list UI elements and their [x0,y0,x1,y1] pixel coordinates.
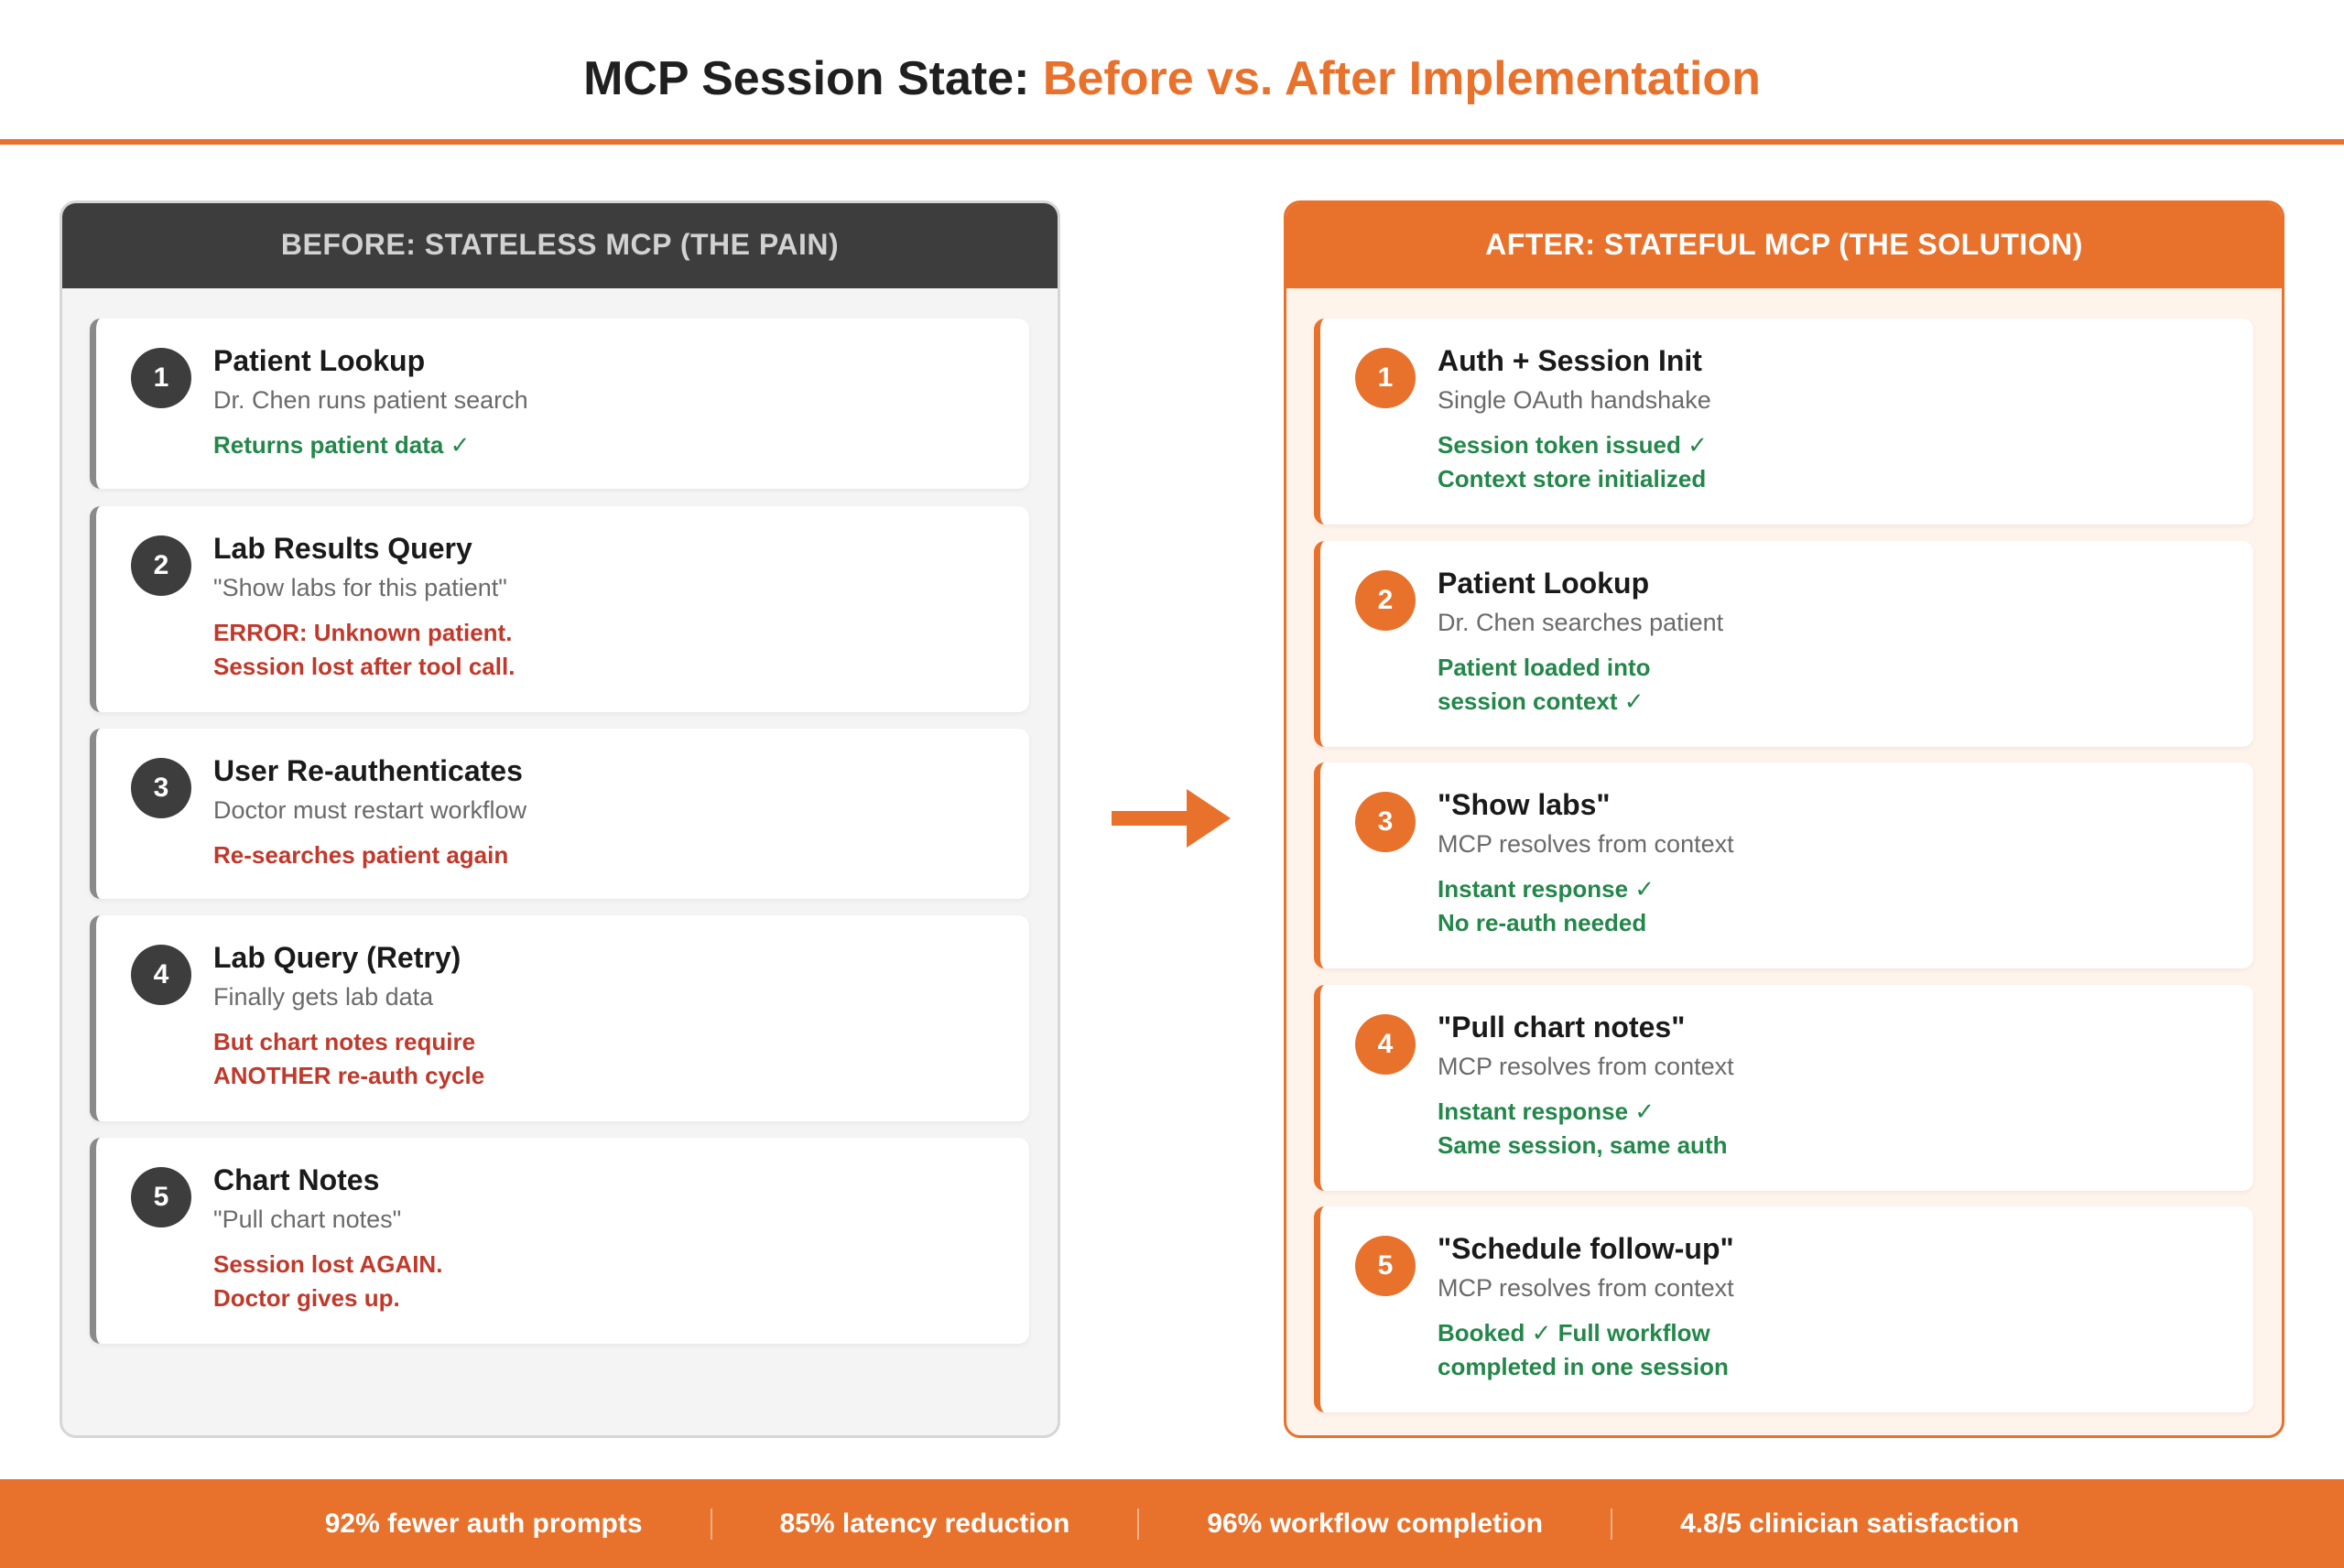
right-arrow-icon [1112,789,1231,848]
step-description: Single OAuth handshake [1438,386,1711,414]
step-title: Lab Results Query [213,532,472,565]
step-description: Finally gets lab data [213,983,434,1011]
after-panel [1284,200,2284,1438]
step-outcome [213,1025,484,1093]
page-header [0,0,2344,143]
step-outcome [1438,651,1651,719]
outcome-line: Session token issued ✓ [1438,431,1708,459]
outcome-line: completed in one session [1438,1353,1729,1380]
step-description: MCP resolves from context [1438,1053,1734,1080]
step-number-badge: 5 [131,1167,191,1227]
before-step-3-card [90,729,1029,899]
outcome-line: Re-searches patient again [213,841,509,869]
outcome-line: But chart notes require [213,1028,476,1055]
outcome-line: Session lost AGAIN. [213,1250,443,1278]
step-number-badge: 1 [131,348,191,408]
stat-workflow-completion [1139,1509,1611,1540]
before-step-5-card [90,1138,1029,1344]
outcome-line: Returns patient data ✓ [213,431,471,459]
step-outcome [1438,428,1708,496]
step-outcome [1438,1095,1727,1162]
step-description: MCP resolves from context [1438,1274,1734,1302]
outcome-line: Same session, same auth [1438,1131,1728,1159]
step-description: "Pull chart notes" [213,1206,402,1233]
step-title: "Schedule follow-up" [1438,1232,1734,1265]
stat-value: 92% [324,1508,380,1539]
stat-satisfaction [1612,1509,2087,1540]
after-panel-heading: AFTER: STATEFUL MCP (THE SOLUTION) [1284,200,2284,288]
outcome-line: Doctor gives up. [213,1284,400,1312]
step-title: Chart Notes [213,1163,380,1196]
step-number-badge: 4 [131,945,191,1005]
outcome-line: No re-auth needed [1438,909,1647,936]
step-outcome [213,428,470,462]
before-panel [60,200,1060,1438]
outcome-line: session context ✓ [1438,687,1644,715]
stat-label: clinician satisfaction [1749,1508,2020,1539]
step-title: User Re-authenticates [213,754,523,787]
outcome-line: Instant response ✓ [1438,875,1655,903]
stat-label: workflow completion [1269,1508,1544,1539]
header-divider [0,139,2344,145]
step-description: "Show labs for this patient" [213,574,507,601]
stat-label: fewer auth prompts [387,1508,643,1539]
step-outcome [1438,872,1655,940]
stats-footer [0,1479,2344,1568]
step-description: MCP resolves from context [1438,830,1734,858]
stat-value: 96% [1207,1508,1263,1539]
step-title: Lab Query (Retry) [213,941,461,974]
before-step-1-card [90,319,1029,489]
outcome-line: Patient loaded into [1438,654,1651,681]
step-title: Auth + Session Init [1438,344,1702,377]
step-description: Dr. Chen searches patient [1438,609,1724,636]
before-step-4-card [90,915,1029,1121]
step-outcome [1438,1316,1729,1384]
title-accent: Before vs. After Implementation [1042,52,1761,105]
after-step-2-card [1314,541,2253,747]
stat-value: 85% [779,1508,835,1539]
step-title: "Pull chart notes" [1438,1011,1686,1044]
outcome-line: ANOTHER re-auth cycle [213,1062,485,1089]
stat-value: 4.8/5 [1680,1508,1742,1539]
step-title: "Show labs" [1438,788,1611,821]
step-number-badge: 2 [131,535,191,596]
step-outcome [213,838,508,872]
step-number-badge: 3 [131,758,191,818]
step-number-badge: 2 [1355,570,1416,631]
step-outcome [213,1248,442,1315]
step-number-badge: 5 [1355,1236,1416,1296]
step-title: Patient Lookup [1438,567,1650,600]
before-panel-heading: BEFORE: STATELESS MCP (THE PAIN) [60,200,1060,288]
outcome-line: Booked ✓ Full workflow [1438,1319,1710,1346]
stat-auth-prompts [257,1509,711,1540]
before-step-2-card [90,506,1029,712]
outcome-line: Instant response ✓ [1438,1098,1655,1125]
step-number-badge: 3 [1355,792,1416,852]
step-number-badge: 1 [1355,348,1416,408]
title-main: MCP Session State: [583,52,1030,105]
after-step-4-card [1314,985,2253,1191]
step-description: Doctor must restart workflow [213,796,527,824]
stat-label: latency reduction [841,1508,1070,1539]
step-number-badge: 4 [1355,1014,1416,1075]
stat-latency [712,1509,1138,1540]
step-description: Dr. Chen runs patient search [213,386,528,414]
outcome-line: ERROR: Unknown patient. [213,619,513,646]
after-step-5-card [1314,1206,2253,1412]
page-title [0,51,2344,106]
step-outcome [213,616,515,684]
after-step-3-card [1314,762,2253,968]
step-title: Patient Lookup [213,344,426,377]
outcome-line: Context store initialized [1438,465,1707,492]
outcome-line: Session lost after tool call. [213,653,515,680]
after-step-1-card [1314,319,2253,524]
